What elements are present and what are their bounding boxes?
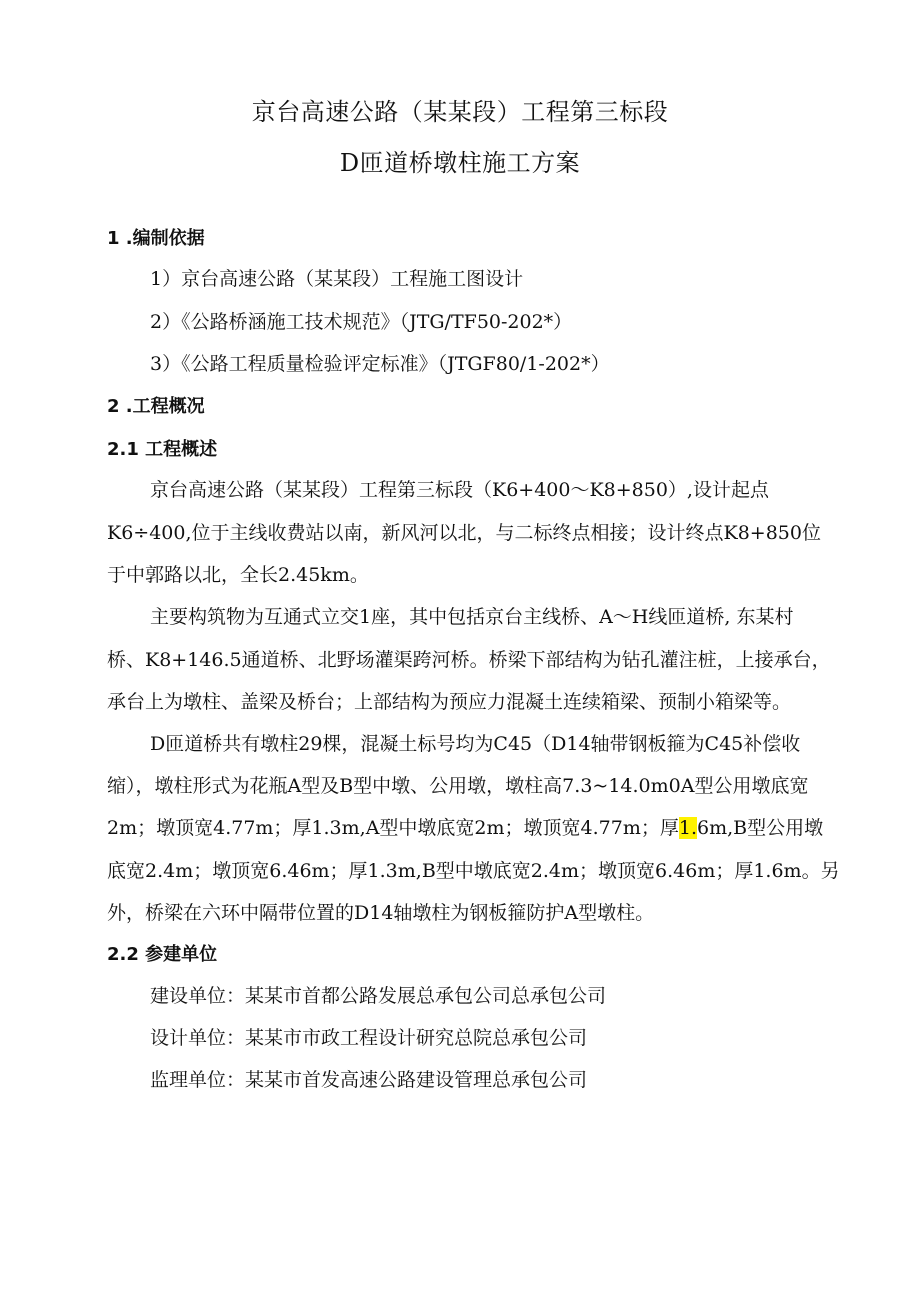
overview-p2-line2: 桥、K8+146.5通道桥、北野场灌渠跨河桥。桥梁下部结构为钻孔灌注桩，上接承台， (107, 649, 831, 671)
subsection-2-2-heading: 2.2 参建单位 (107, 944, 218, 965)
section1-number: 1 (107, 228, 120, 249)
overview-p1-line1: 京台高速公路（某某段）工程第三标段（K6+400～K8+850）,设计起点 (150, 479, 769, 501)
section2-heading (107, 392, 205, 418)
overview-p3-line1: D匝道桥共有墩柱29棵，混凝土标号均为C45（D14轴带钢板箍为C45补偿收 (150, 733, 801, 755)
highlighted-text: 1. (678, 817, 697, 839)
overview-p2-line1: 主要构筑物为互通式立交1座，其中包括京台主线桥、A～H线匝道桥, 东某村 (150, 606, 794, 628)
overview-p3-line5: 外，桥梁在六环中隔带位置的D14轴墩柱为钢板箍防护A型墩柱。 (107, 902, 655, 924)
overview-p3-line3 (107, 813, 823, 840)
overview-p1-line3: 于中郭路以北，全长2.45km。 (107, 564, 369, 586)
overview-p3-line4: 底宽2.4m；墩顶宽6.46m；厚1.3m,B型中墩底宽2.4m；墩顶宽6.46m；厚1.6m。另 (107, 860, 840, 882)
overview-p3-line3-a: 2m；墩顶宽4.77m；厚1.3m,A型中墩底宽2m；墩顶宽4.77m；厚 (107, 817, 679, 839)
unit-item-design: 设计单位：某某市市政工程设计研究总院总承包公司 (150, 1027, 588, 1049)
section2-title: .工程概况 (119, 396, 205, 417)
reference-item-1: 1）京台高速公路（某某段）工程施工图设计 (150, 268, 524, 290)
section1-title: .编制依据 (119, 228, 205, 249)
overview-p3-line3-b: 6m,B型公用墩 (697, 817, 824, 839)
unit-item-construction: 建设单位：某某市首都公路发展总承包公司总承包公司 (150, 985, 607, 1007)
overview-p3-line2: 缩），墩柱形式为花瓶A型及B型中墩、公用墩，墩柱高7.3~14.0m0A型公用墩底宽 (107, 775, 809, 797)
reference-item-2: 2）《公路桥涵施工技术规范》（JTG/TF50-202*） (150, 311, 573, 333)
section1-heading (107, 224, 205, 250)
overview-p2-line3: 承台上为墩柱、盖梁及桥台；上部结构为预应力混凝土连续箱梁、预制小箱梁等。 (107, 691, 792, 713)
document-title-line2: D匝道桥墩柱施工方案 (339, 149, 581, 177)
overview-p1-line2: K6÷400,位于主线收费站以南，新风河以北，与二标终点相接；设计终点K8+850位 (107, 522, 821, 544)
document-title-line1: 京台高速公路（某某段）工程第三标段 (251, 98, 669, 126)
section2-number: 2 (107, 396, 120, 417)
subsection-2-1-heading: 2.1 工程概述 (107, 439, 218, 460)
reference-item-3: 3）《公路工程质量检验评定标准》（JTGF80/1-202*） (150, 353, 610, 375)
unit-item-supervision: 监理单位：某某市首发高速公路建设管理总承包公司 (150, 1069, 588, 1091)
